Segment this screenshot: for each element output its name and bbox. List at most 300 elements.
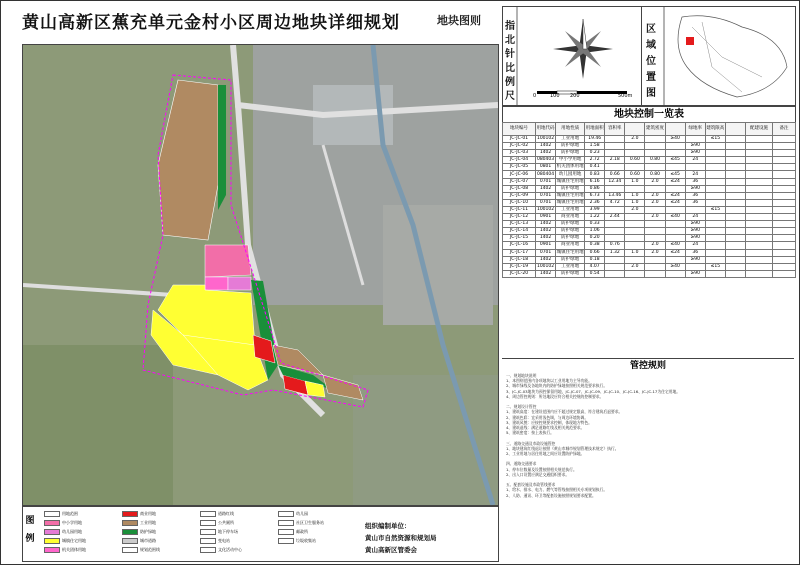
table-cell <box>645 164 665 171</box>
table-cell: 1.32 <box>605 249 625 256</box>
legend-swatch <box>122 538 138 544</box>
table-row[interactable] <box>503 221 796 228</box>
table-cell: JC-JC-03 <box>503 150 536 157</box>
table-cell: 0701 <box>536 178 556 185</box>
legend-item-label: 变电站 <box>218 538 230 543</box>
table-cell: JC-JC-07 <box>503 178 536 185</box>
table-cell: 城镇住宅用地 <box>556 249 584 255</box>
table-cell: ≥90 <box>685 235 705 242</box>
table-header-cell: 用地性质 <box>556 123 585 136</box>
rule-line: 2、人防、通讯、环卫等配套设施按照规划要求配置。 <box>506 492 596 498</box>
legend-swatch <box>200 511 216 517</box>
legend-swatch <box>44 529 60 535</box>
table-cell <box>605 221 625 228</box>
table-cell: ≥90 <box>685 185 705 192</box>
table-cell: 100102 <box>536 206 555 212</box>
table-cell <box>605 164 625 171</box>
table-cell: 幼儿园用地 <box>556 171 585 178</box>
table-cell: 36 <box>685 199 705 206</box>
table-cell: ≥40 <box>665 136 685 143</box>
table-cell <box>705 143 725 150</box>
table-row[interactable] <box>503 143 796 150</box>
table-cell: 1.0 <box>625 249 645 256</box>
legend-item <box>278 520 324 526</box>
legend-item <box>44 520 82 526</box>
table-cell <box>725 164 745 171</box>
table-row[interactable] <box>503 228 796 235</box>
plot-jc-06-kindergarten[interactable] <box>228 277 251 290</box>
table-cell: ≤45 <box>665 157 685 164</box>
table-cell <box>746 150 773 157</box>
table-row[interactable] <box>503 157 796 164</box>
plot-jc-04-school[interactable] <box>205 245 251 277</box>
table-cell <box>725 214 745 221</box>
table-header-cell: 配建设施 <box>746 123 773 136</box>
legend-swatch <box>200 538 216 544</box>
table-cell: 100102 <box>536 136 555 142</box>
table-cell: 0.20 <box>585 235 605 242</box>
table-row[interactable] <box>503 171 796 178</box>
table-cell <box>773 199 796 206</box>
table-header-cell: 地块编号 <box>503 123 536 136</box>
compass-scale-panel <box>502 6 642 106</box>
table-header-cell: 容积率 <box>605 123 625 136</box>
legend-item-label: 中小学用地 <box>62 520 82 525</box>
table-cell: 080404 <box>536 171 555 177</box>
rule-line: 5、建筑密度：按上表执行。 <box>506 430 554 436</box>
scale-label-100: 100 <box>550 93 560 99</box>
legend-item-label: 防护绿地 <box>140 529 156 534</box>
table-cell <box>746 235 773 242</box>
table-cell <box>773 214 796 221</box>
legend-item-label: 道路红线 <box>218 511 234 516</box>
table-header-cell <box>625 123 645 136</box>
urban-block <box>383 205 493 325</box>
table-cell: 2.0 <box>645 178 665 185</box>
location-map-panel[interactable] <box>641 6 796 106</box>
org-unit-2: 黄山高新区管委会 <box>365 546 417 554</box>
table-cell: 城镇住宅用地 <box>556 199 584 205</box>
table-cell <box>725 228 745 235</box>
table-cell: ≥90 <box>685 150 705 157</box>
table-cell <box>705 150 725 157</box>
table-cell <box>645 136 665 143</box>
table-cell <box>746 192 773 199</box>
legend-swatch <box>200 547 216 553</box>
legend-item <box>122 529 156 535</box>
table-cell: JC-JC-13 <box>503 221 536 228</box>
table-cell: 2.0 <box>625 136 645 143</box>
legend-item <box>44 511 78 517</box>
table-cell: ≤15 <box>705 206 725 213</box>
table-header-cell <box>665 123 685 136</box>
table-cell: ≥40 <box>665 263 685 270</box>
table-cell <box>625 228 645 235</box>
table-cell: 防护绿地 <box>556 150 585 157</box>
table-cell: 0.41 <box>585 164 605 171</box>
legend-item-label: 机关团体用地 <box>62 547 86 552</box>
table-cell <box>705 157 725 164</box>
legend-item <box>200 538 230 544</box>
table-cell <box>746 136 773 143</box>
table-cell <box>705 199 725 206</box>
table-cell: 3.99 <box>585 206 605 213</box>
table-cell: 0.23 <box>585 150 605 157</box>
table-cell: ≤24 <box>665 249 685 256</box>
table-cell: JC-JC-17 <box>503 249 536 256</box>
table-cell <box>725 249 745 256</box>
table-cell <box>625 221 645 228</box>
table-cell: ≤24 <box>665 178 685 185</box>
table-cell <box>705 192 725 199</box>
table-cell <box>773 171 796 178</box>
org-block <box>365 520 437 556</box>
rule-line: 1、本图则范围内各项地块以工业用地为主导功能。 <box>506 378 592 384</box>
table-cell <box>645 185 665 192</box>
aerial-map[interactable] <box>22 44 499 506</box>
table-cell: 工业用地 <box>556 206 585 213</box>
table-cell: JC-JC-04 <box>503 157 536 164</box>
table-cell: 0.54 <box>585 270 605 277</box>
table-header-cell: 用地面积 <box>585 123 605 136</box>
table-cell: JC-JC-01 <box>503 136 536 143</box>
table-cell <box>625 242 645 249</box>
table-cell <box>725 235 745 242</box>
table-cell: 0.33 <box>585 221 605 228</box>
table-cell: 36 <box>685 249 705 256</box>
legend-swatch <box>122 520 138 526</box>
rule-line: 1、给水、排水、电力、燃气等管线按照相关专项规划执行。 <box>506 487 608 493</box>
table-cell <box>773 221 796 228</box>
legend-item-label: 公共厕所 <box>218 520 234 525</box>
table-row[interactable] <box>503 242 796 249</box>
table-row[interactable] <box>503 214 796 221</box>
table-cell: 0.83 <box>585 171 605 178</box>
table-cell: 2.0 <box>645 242 665 249</box>
legend-swatch <box>122 529 138 535</box>
table-cell <box>746 185 773 192</box>
north-arrow-icon <box>553 19 613 79</box>
table-cell: 工业用地 <box>556 263 585 270</box>
legend-item-label: 用地范围 <box>62 511 78 516</box>
table-cell <box>625 256 645 263</box>
table-cell <box>725 192 745 199</box>
table-header-cell <box>725 123 745 136</box>
table-cell: 2.18 <box>605 157 625 164</box>
rule-line: 2、建筑色彩：宜采用浅色调，与周边环境协调。 <box>506 414 589 420</box>
table-cell <box>746 157 773 164</box>
table-cell <box>773 150 796 157</box>
table-cell: JC-JC-10 <box>503 199 536 206</box>
table-cell <box>605 150 625 157</box>
table-cell <box>773 249 796 256</box>
legend-item-label: 城镇住宅用地 <box>62 538 86 543</box>
table-cell: ≤45 <box>665 171 685 178</box>
table-cell: 1.0 <box>625 199 645 206</box>
table-cell: 1402 <box>536 235 556 242</box>
table-cell: JC-JC-15 <box>503 235 536 242</box>
table-cell <box>665 221 685 228</box>
map-svg <box>23 45 498 505</box>
table-cell <box>605 185 625 192</box>
table-cell <box>645 143 665 150</box>
table-cell <box>645 256 665 263</box>
compass-label: 指北针比例尺 <box>505 21 515 102</box>
table-cell <box>705 221 725 228</box>
table-cell: 1402 <box>536 185 556 192</box>
legend-item-label: 幼儿园 <box>296 511 308 516</box>
table-cell: 商业用地 <box>556 242 585 249</box>
district-outline <box>678 16 787 97</box>
table-cell <box>773 185 796 192</box>
table-cell <box>625 143 645 150</box>
table-cell: 1402 <box>536 270 556 277</box>
table-cell: 0901 <box>536 242 556 249</box>
table-cell <box>645 221 665 228</box>
table-cell <box>705 242 725 249</box>
rule-line: 2、出入口设置应满足交通组织要求。 <box>506 471 570 477</box>
table-cell <box>725 157 745 164</box>
table-cell: 0.18 <box>585 256 605 263</box>
table-cell <box>705 228 725 235</box>
table-cell <box>746 143 773 150</box>
table-cell: ≤24 <box>665 192 685 199</box>
table-cell: 0701 <box>536 192 556 199</box>
table-cell <box>746 221 773 228</box>
legend-swatch <box>200 520 216 526</box>
table-cell: 6.73 <box>585 192 605 199</box>
table-cell <box>746 164 773 171</box>
table-cell <box>665 256 685 263</box>
table-row[interactable] <box>503 150 796 157</box>
page-title: 黄山高新区蕉充单元金村小区周边地块详细规划 <box>22 13 400 33</box>
table-cell <box>705 256 725 263</box>
table-cell <box>773 256 796 263</box>
table-cell <box>773 228 796 235</box>
table-cell <box>645 150 665 157</box>
location-label: 区域位置图 <box>646 24 656 99</box>
table-cell <box>605 256 625 263</box>
table-cell: ≤40 <box>665 214 685 221</box>
table-cell: JC-JC-18 <box>503 256 536 263</box>
rule-line: 3、建筑风貌：应按控规要求控制，体现地方特色。 <box>506 419 592 425</box>
legend-swatch <box>122 547 138 553</box>
table-cell: JC-JC-12 <box>503 214 536 221</box>
legend-item-label: 工业用地 <box>140 520 156 525</box>
table-cell <box>685 136 705 143</box>
table-cell: 防护绿地 <box>556 270 585 277</box>
table-cell <box>705 249 725 256</box>
table-row[interactable] <box>503 136 796 143</box>
site-marker <box>686 37 694 45</box>
table-cell <box>625 185 645 192</box>
table-cell <box>665 235 685 242</box>
table-cell <box>773 164 796 171</box>
table-row[interactable] <box>503 164 796 171</box>
table-cell <box>773 263 796 270</box>
table-cell: ≤40 <box>665 242 685 249</box>
table-cell: 1.0 <box>625 178 645 185</box>
table-cell <box>605 263 625 270</box>
table-header-cell: 建筑限高 <box>705 123 725 136</box>
table-header-cell: 绿地率 <box>685 123 705 136</box>
table-cell: 防护绿地 <box>556 256 585 263</box>
table-cell <box>705 178 725 185</box>
table-cell: 0.60 <box>625 157 645 164</box>
table-row[interactable] <box>503 192 796 199</box>
table-cell <box>625 235 645 242</box>
table-cell: 1402 <box>536 143 556 150</box>
table-cell <box>605 143 625 150</box>
legend-item <box>122 538 156 544</box>
table-cell: JC-JC-11 <box>503 206 536 213</box>
rule-line: 一、规划地块说明 <box>506 373 537 378</box>
rule-line: 二、规划设计管控 <box>506 404 537 410</box>
legend-item <box>200 547 242 553</box>
table-cell <box>665 206 685 213</box>
table-cell <box>665 150 685 157</box>
legend-item <box>44 529 82 535</box>
table-cell: 0.76 <box>605 242 625 249</box>
legend-item-label: 社区卫生服务站 <box>296 520 324 525</box>
table-cell: 1.22 <box>585 214 605 221</box>
table-cell: JC-JC-16 <box>503 242 536 249</box>
table-cell <box>685 164 705 171</box>
org-label: 组织编制单位： <box>365 522 411 530</box>
table-cell: 24 <box>685 157 705 164</box>
table-cell <box>773 157 796 164</box>
rule-line: 五、配套设施及市政管线要求 <box>506 482 556 488</box>
legend-item-label: 邮政所 <box>296 529 308 534</box>
table-cell: 36 <box>685 192 705 199</box>
location-svg <box>642 7 795 105</box>
table-row[interactable] <box>503 199 796 206</box>
table-row[interactable] <box>503 270 796 277</box>
scale-label-200: 200 <box>570 93 580 99</box>
plot-jc-05-agency[interactable] <box>205 277 228 290</box>
table-cell: ≥90 <box>685 143 705 150</box>
table-cell: 6.16 <box>585 178 605 185</box>
rule-line: 2、城市绿线及各地块内的防护绿地按照相关规范要求执行。 <box>506 383 608 389</box>
table-cell: JC-JC-19 <box>503 263 536 270</box>
location-road <box>692 27 762 77</box>
table-cell <box>645 228 665 235</box>
table-cell: 0901 <box>536 214 556 221</box>
table-cell: 080403 <box>536 157 555 163</box>
table-cell <box>746 178 773 185</box>
table-cell <box>725 263 745 270</box>
legend-swatch <box>44 511 60 517</box>
legend-item <box>200 520 234 526</box>
table-row[interactable] <box>503 263 796 270</box>
rules-text <box>506 373 792 498</box>
table-cell: 防护绿地 <box>556 185 585 192</box>
table-cell <box>645 206 665 213</box>
legend-swatch <box>278 520 294 526</box>
page-subtitle: 地块图则 <box>437 14 481 27</box>
table-cell <box>773 206 796 213</box>
legend-item <box>44 547 86 553</box>
rule-line: 三、道路交通及市政设施管控 <box>506 440 556 446</box>
table-cell: 0.60 <box>625 171 645 178</box>
table-cell <box>725 206 745 213</box>
table-cell: ≥90 <box>685 221 705 228</box>
table-cell <box>605 136 625 143</box>
table-row[interactable] <box>503 185 796 192</box>
table-row[interactable] <box>503 256 796 263</box>
table-cell <box>773 136 796 143</box>
table-cell <box>725 199 745 206</box>
rule-line: 3、JC-JC-03地块为预控保留用地，JC-JC-07、JC-JC-09、JC-JC-10、JC-JC-16、JC-JC-17为住宅用地。 <box>506 388 681 394</box>
rule-line: 1、建筑高度：在建设范围内应不超过规定限高，符合建筑后退要求。 <box>506 409 623 415</box>
table-cell: 2.0 <box>645 249 665 256</box>
legend-item <box>122 511 156 517</box>
legend-item <box>44 538 86 544</box>
table-cell: 防护绿地 <box>556 221 585 228</box>
table-cell: JC-JC-08 <box>503 185 536 192</box>
legend-item <box>200 511 234 517</box>
table-cell <box>725 270 745 277</box>
legend-item <box>122 520 156 526</box>
table-cell: JC-JC-14 <box>503 228 536 235</box>
rule-line: 2、工业用地与居住用地之间应设置防护绿地。 <box>506 451 585 457</box>
table-cell: 防护绿地 <box>556 143 585 150</box>
table-cell: JC-JC-06 <box>503 171 536 178</box>
table-cell: 1.06 <box>585 228 605 235</box>
table-cell: 工业用地 <box>556 136 585 143</box>
table-cell <box>605 228 625 235</box>
table-header-cell: 建筑密度 <box>645 123 665 136</box>
legend-item <box>122 547 160 553</box>
table-cell <box>773 235 796 242</box>
table-cell <box>773 143 796 150</box>
table-cell <box>665 228 685 235</box>
table-cell <box>725 256 745 263</box>
table-row[interactable] <box>503 235 796 242</box>
table-cell <box>605 235 625 242</box>
legend-item <box>200 529 238 535</box>
table-cell: 1402 <box>536 256 556 263</box>
legend-item-label: 城市道路 <box>140 538 156 543</box>
table-header-cell: 用地代码 <box>536 123 556 136</box>
table-cell <box>685 263 705 270</box>
table-header-row <box>503 123 796 136</box>
table-cell: 2.36 <box>585 199 605 206</box>
rules-title: 管控规则 <box>502 358 794 373</box>
table-cell <box>746 171 773 178</box>
table-cell <box>746 199 773 206</box>
table-cell: JC-JC-02 <box>503 143 536 150</box>
table-cell <box>746 214 773 221</box>
table-cell: 商业用地 <box>556 214 585 221</box>
table-cell <box>746 206 773 213</box>
table-cell <box>725 150 745 157</box>
table-cell <box>725 171 745 178</box>
table-row[interactable] <box>503 249 796 256</box>
table-cell: 19.46 <box>585 136 605 143</box>
compass-svg <box>503 7 641 105</box>
plot-jc-02-green[interactable] <box>218 85 226 210</box>
table-cell: 城镇住宅用地 <box>556 192 584 198</box>
legend-item-label: 文化活动中心 <box>218 547 242 552</box>
table-cell: 4.72 <box>605 199 625 206</box>
farmland <box>353 375 498 505</box>
table-cell: ≥90 <box>685 270 705 277</box>
table-row[interactable] <box>503 206 796 213</box>
table-row[interactable] <box>503 178 796 185</box>
table-cell <box>705 185 725 192</box>
table-cell <box>605 270 625 277</box>
